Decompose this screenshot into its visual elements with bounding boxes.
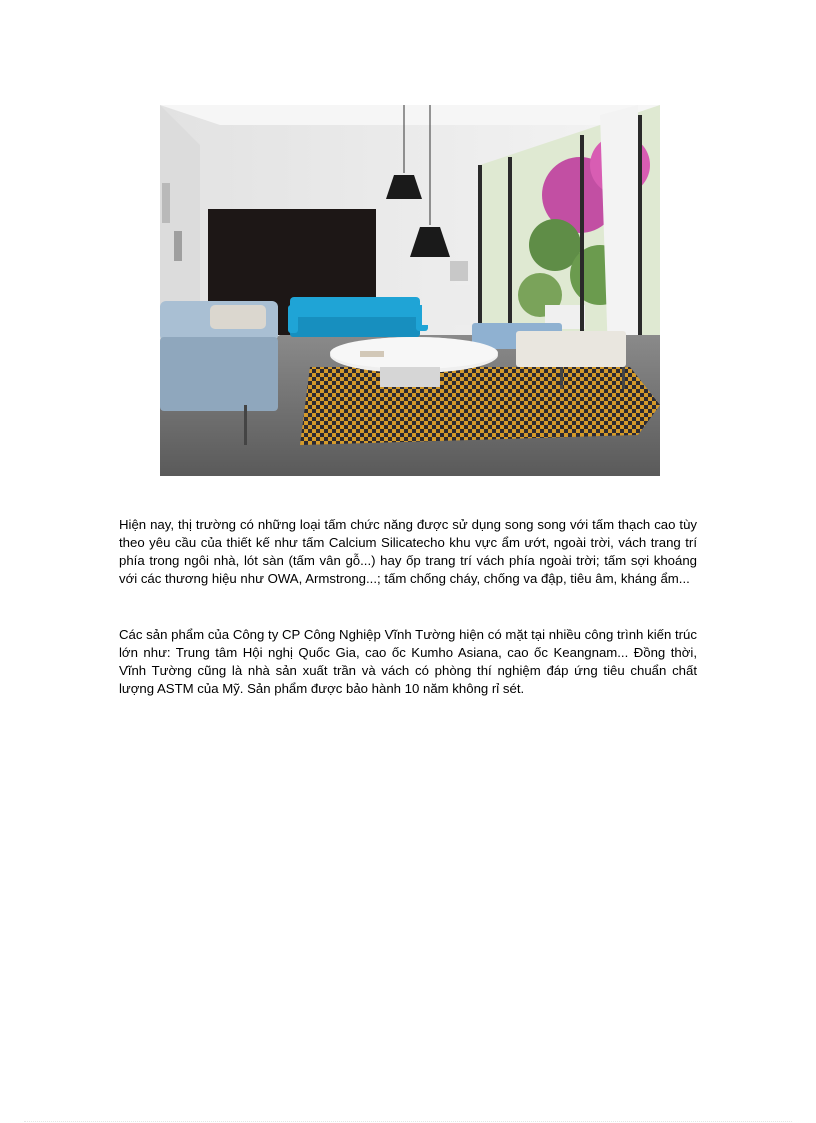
body-paragraph: Hiện nay, thị trường có những loại tấm chức năng được sử dụng song song với tấm thạch cao tùy theo yêu cầu của thiết kế như tấm Calcium Silicatecho khu vực ẩm ướt, ngoài trời, vách trang trí phía trong ngôi nhà, lót sàn (tấm vân gỗ...) hay ốp trang trí vách phía ngoài trời; tấm sợi khoáng với các thương hiệu như OWA, Armstrong...; tấm chống cháy, chống va đập, tiêu âm, kháng ẩm...	[119, 517, 697, 586]
patterned-rug	[300, 367, 660, 445]
white-ottoman	[516, 331, 626, 367]
living-room-photo	[160, 105, 660, 476]
body-paragraph: Các sản phẩm của Công ty CP Công Nghiệp Vĩnh Tường hiện có mặt tại nhiều công trình kiến trúc lớn như: Trung tâm Hội nghị Quốc Gia, cao ốc Kumho Asiana, cao ốc Keangnam... Đồng thời, Vĩnh Tường cũng là nhà sản xuất trần và vách có phòng thí nghiệm đáp ứng tiêu chuẩn chất lượng ASTM của Mỹ. Sản phẩm được bảo hành 10 năm không rỉ sét.	[119, 627, 697, 696]
page-bottom-edge	[24, 1121, 792, 1122]
blue-sofa	[290, 297, 420, 319]
